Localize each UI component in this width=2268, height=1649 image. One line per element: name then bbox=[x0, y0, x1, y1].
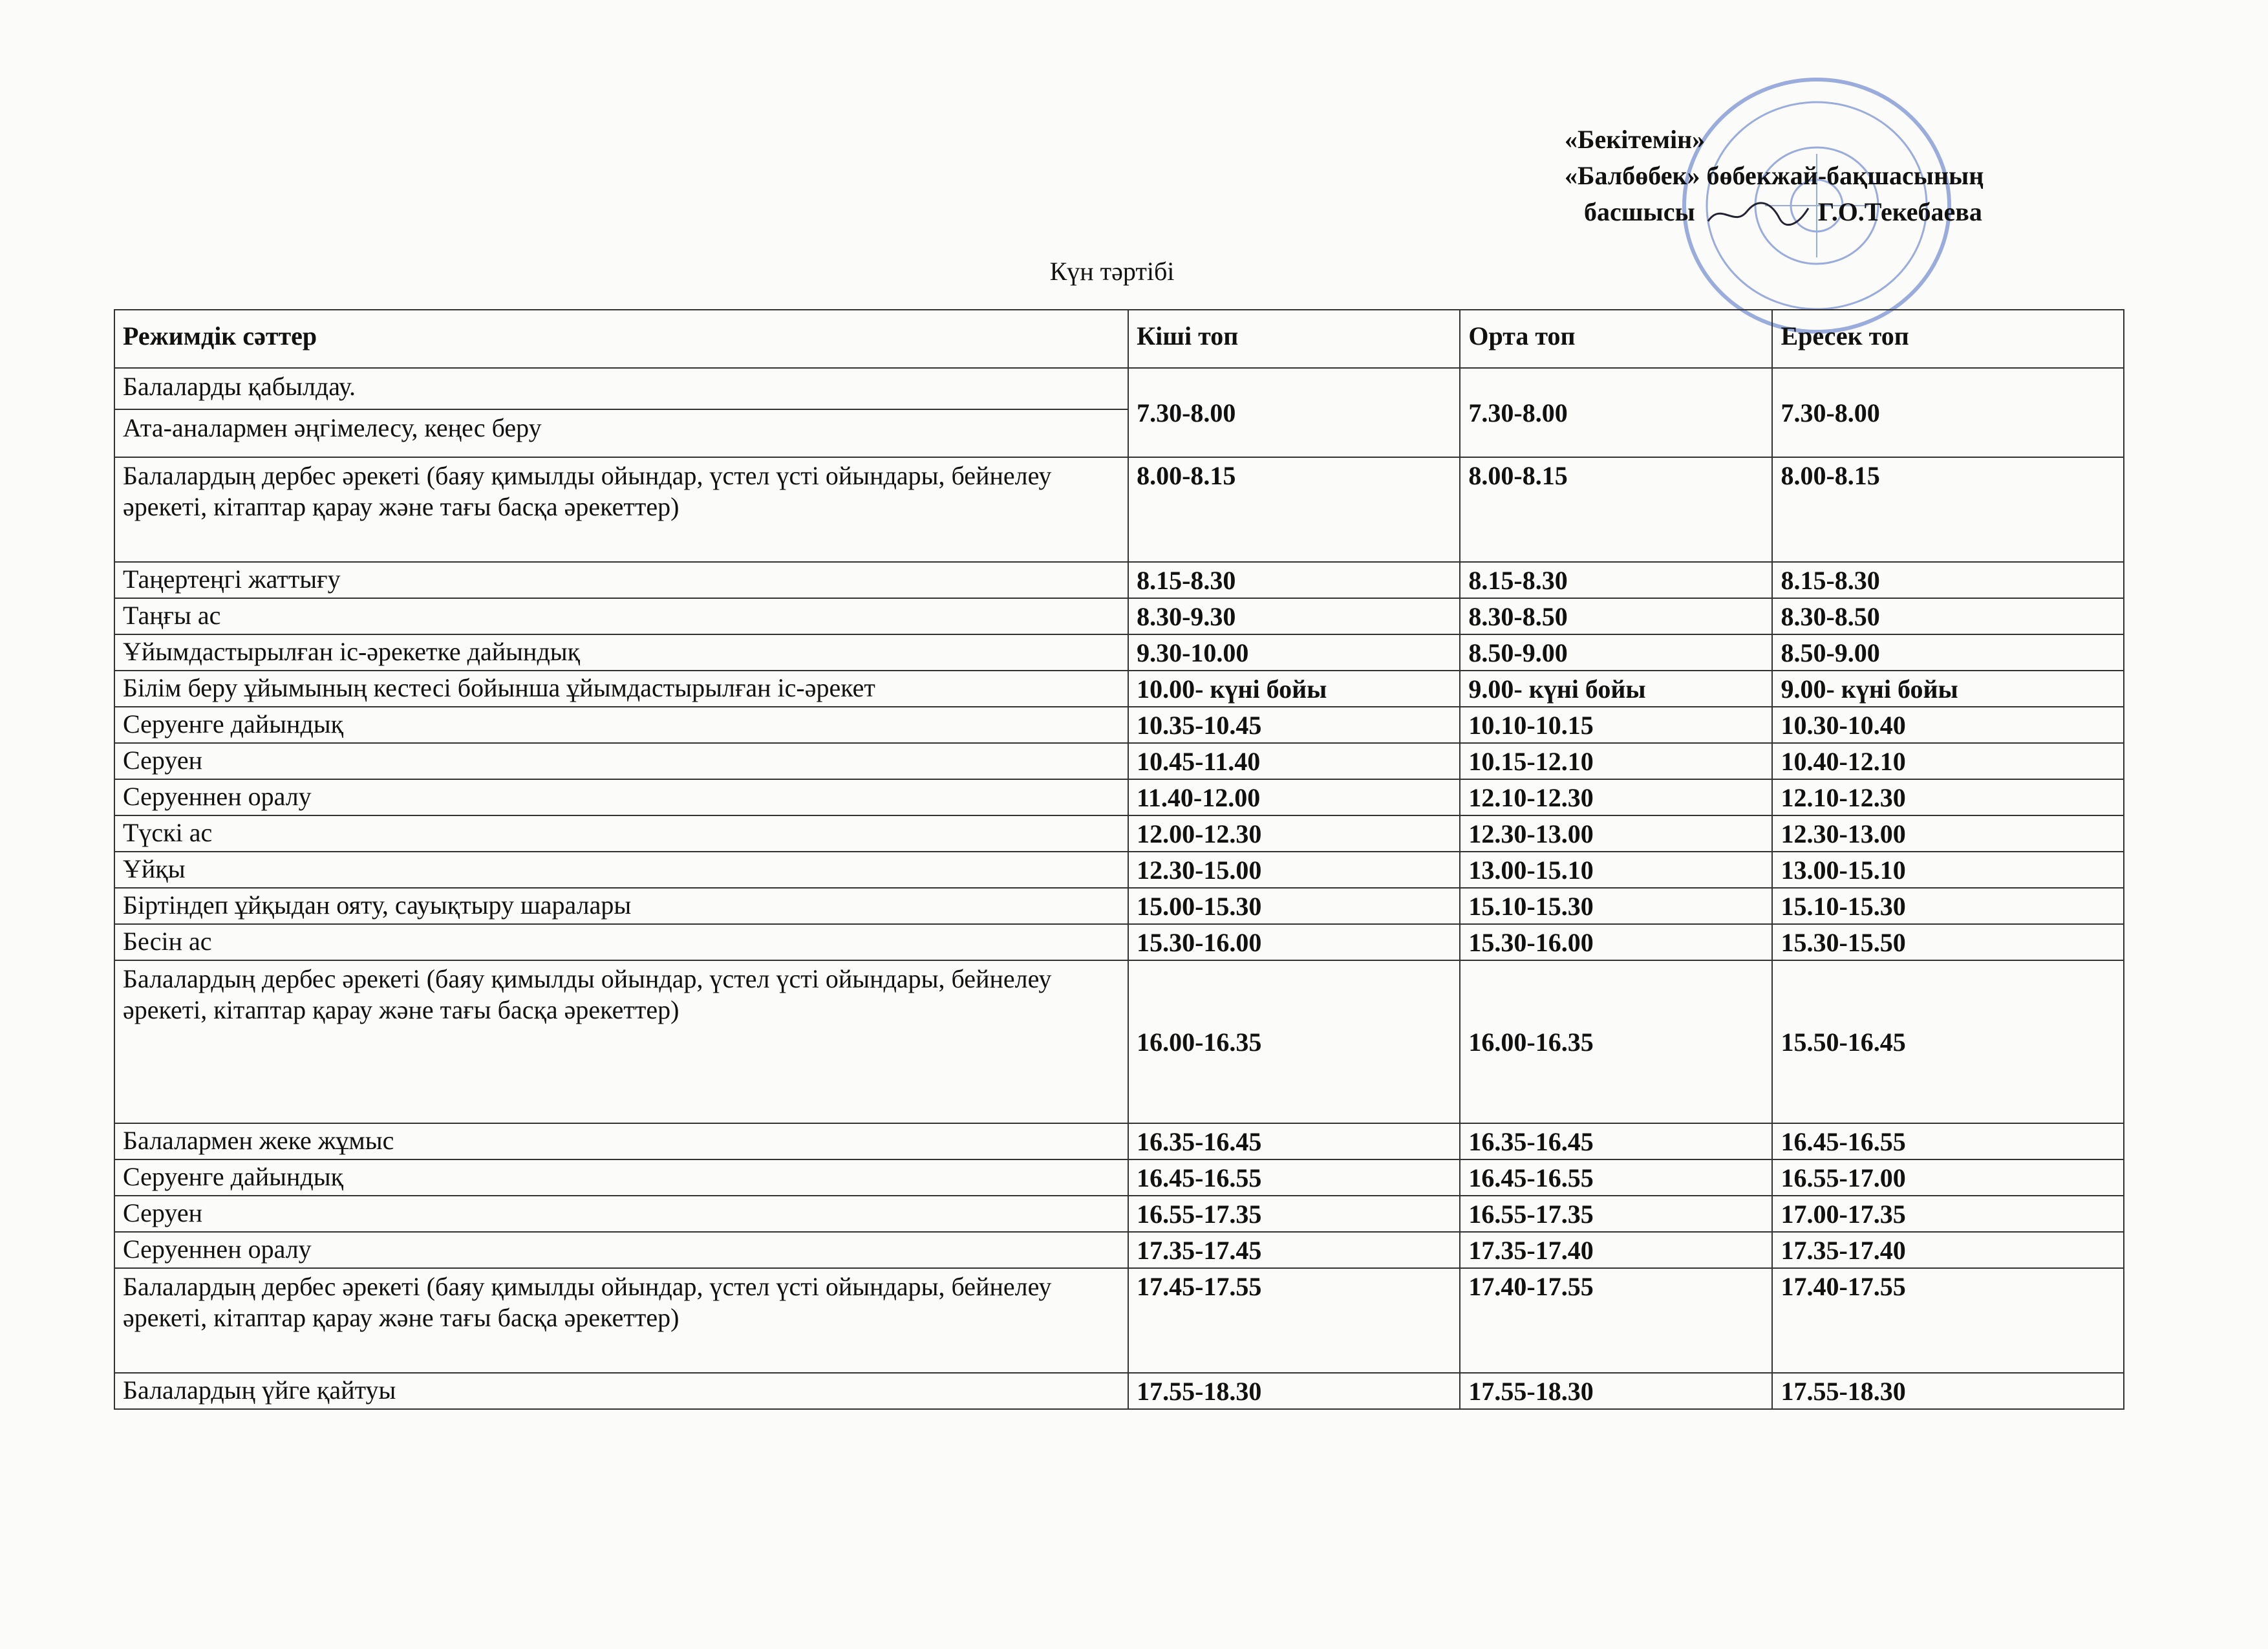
activity-cell: Балалардың үйге қайтуы bbox=[114, 1373, 1128, 1409]
activity-cell: Серуен bbox=[114, 743, 1128, 779]
activity-cell: Серуеннен оралу bbox=[114, 779, 1128, 815]
activity-cell: Балалардың дербес әрекеті (баяу қимылды ойындар, үстел үсті ойындары, бейнелеу әрекеті, кітаптар қарау және тағы басқа әрекеттер) bbox=[114, 960, 1128, 1123]
time-cell-kishi: 15.30-16.00 bbox=[1128, 924, 1460, 960]
table-row bbox=[114, 1373, 2124, 1409]
time-cell-orta: 12.30-13.00 bbox=[1460, 815, 1772, 852]
time-cell-orta: 17.35-17.40 bbox=[1460, 1232, 1772, 1268]
time-cell-orta: 8.30-8.50 bbox=[1460, 598, 1772, 634]
time-cell-kishi: 16.55-17.35 bbox=[1128, 1196, 1460, 1232]
time-cell-eresek: 10.30-10.40 bbox=[1772, 707, 2124, 743]
time-cell-eresek: 9.00- күні бойы bbox=[1772, 671, 2124, 707]
activity-cell: Түскі ас bbox=[114, 815, 1128, 852]
signature bbox=[1702, 199, 1812, 231]
time-cell-kishi: 16.45-16.55 bbox=[1128, 1159, 1460, 1196]
time-cell-orta: 16.35-16.45 bbox=[1460, 1123, 1772, 1159]
table-row bbox=[114, 924, 2124, 960]
time-cell-orta: 16.45-16.55 bbox=[1460, 1159, 1772, 1196]
time-cell-kishi: 10.35-10.45 bbox=[1128, 707, 1460, 743]
table-row bbox=[114, 671, 2124, 707]
time-cell-kishi: 11.40-12.00 bbox=[1128, 779, 1460, 815]
activity-cell: Ұйқы bbox=[114, 852, 1128, 888]
header-eresek-top: Ересек топ bbox=[1772, 310, 2124, 368]
approval-line-1: «Бекітемін» bbox=[1565, 125, 1706, 154]
time-cell-orta: 16.00-16.35 bbox=[1460, 960, 1772, 1123]
header-orta-top: Орта топ bbox=[1460, 310, 1772, 368]
time-cell-kishi: 16.35-16.45 bbox=[1128, 1123, 1460, 1159]
time-cell-orta: 7.30-8.00 bbox=[1460, 368, 1772, 457]
time-cell-orta: 10.10-10.15 bbox=[1460, 707, 1772, 743]
table-row bbox=[114, 1196, 2124, 1232]
table-row bbox=[114, 743, 2124, 779]
time-cell-eresek: 13.00-15.10 bbox=[1772, 852, 2124, 888]
time-cell-kishi: 12.30-15.00 bbox=[1128, 852, 1460, 888]
activity-cell: Ата-аналармен әңгімелесу, кеңес беру bbox=[114, 409, 1128, 457]
time-cell-eresek: 17.00-17.35 bbox=[1772, 1196, 2124, 1232]
table-row bbox=[114, 815, 2124, 852]
approval-position: басшысы bbox=[1584, 197, 1695, 226]
table-row bbox=[114, 1232, 2124, 1268]
activity-cell: Бесін ас bbox=[114, 924, 1128, 960]
activity-cell: Таңертеңгі жаттығу bbox=[114, 562, 1128, 598]
time-cell-eresek: 16.45-16.55 bbox=[1772, 1123, 2124, 1159]
table-row bbox=[114, 368, 2124, 409]
time-cell-orta: 16.55-17.35 bbox=[1460, 1196, 1772, 1232]
time-cell-kishi: 8.15-8.30 bbox=[1128, 562, 1460, 598]
time-cell-eresek: 17.55-18.30 bbox=[1772, 1373, 2124, 1409]
time-cell-kishi: 17.55-18.30 bbox=[1128, 1373, 1460, 1409]
activity-cell: Серуенге дайындық bbox=[114, 1159, 1128, 1196]
activity-cell: Ұйымдастырылған іс-әрекетке дайындық bbox=[114, 634, 1128, 671]
document-title: Күн тәртібі bbox=[1049, 257, 1175, 286]
table-row bbox=[114, 888, 2124, 924]
time-cell-kishi: 15.00-15.30 bbox=[1128, 888, 1460, 924]
table-row bbox=[114, 707, 2124, 743]
time-cell-eresek: 8.15-8.30 bbox=[1772, 562, 2124, 598]
time-cell-eresek: 12.30-13.00 bbox=[1772, 815, 2124, 852]
time-cell-kishi: 17.45-17.55 bbox=[1128, 1268, 1460, 1373]
table-row bbox=[114, 457, 2124, 562]
time-cell-eresek: 15.10-15.30 bbox=[1772, 888, 2124, 924]
activity-cell: Біртіндеп ұйқыдан ояту, сауықтыру шаралары bbox=[114, 888, 1128, 924]
table-row bbox=[114, 960, 2124, 1123]
time-cell-orta: 17.55-18.30 bbox=[1460, 1373, 1772, 1409]
time-cell-orta: 13.00-15.10 bbox=[1460, 852, 1772, 888]
daily-schedule-table bbox=[114, 309, 2124, 1410]
time-cell-orta: 15.10-15.30 bbox=[1460, 888, 1772, 924]
time-cell-orta: 15.30-16.00 bbox=[1460, 924, 1772, 960]
activity-cell: Серуен bbox=[114, 1196, 1128, 1232]
time-cell-orta: 9.00- күні бойы bbox=[1460, 671, 1772, 707]
approval-line-2: «Балбөбек» бөбекжай-бақшасының bbox=[1565, 161, 1984, 190]
table-row bbox=[114, 1123, 2124, 1159]
table-row bbox=[114, 1159, 2124, 1196]
time-cell-eresek: 15.30-15.50 bbox=[1772, 924, 2124, 960]
approval-block bbox=[1565, 122, 2146, 231]
table-row bbox=[114, 1268, 2124, 1373]
activity-cell: Серуенге дайындық bbox=[114, 707, 1128, 743]
table-row bbox=[114, 852, 2124, 888]
time-cell-orta: 8.50-9.00 bbox=[1460, 634, 1772, 671]
time-cell-kishi: 16.00-16.35 bbox=[1128, 960, 1460, 1123]
time-cell-kishi: 9.30-10.00 bbox=[1128, 634, 1460, 671]
activity-cell: Балалардың дербес әрекеті (баяу қимылды ойындар, үстел үсті ойындары, бейнелеу әрекеті, кітаптар қарау және тағы басқа әрекеттер) bbox=[114, 1268, 1128, 1373]
header-activity: Режимдік сәттер bbox=[114, 310, 1128, 368]
table-header-row bbox=[114, 310, 2124, 368]
header-kishi-top: Кіші топ bbox=[1128, 310, 1460, 368]
activity-cell: Балалармен жеке жұмыс bbox=[114, 1123, 1128, 1159]
time-cell-eresek: 8.00-8.15 bbox=[1772, 457, 2124, 562]
time-cell-kishi: 17.35-17.45 bbox=[1128, 1232, 1460, 1268]
table-row bbox=[114, 598, 2124, 634]
time-cell-orta: 17.40-17.55 bbox=[1460, 1268, 1772, 1373]
approval-line-3 bbox=[1584, 194, 2146, 231]
time-cell-kishi: 12.00-12.30 bbox=[1128, 815, 1460, 852]
time-cell-eresek: 8.50-9.00 bbox=[1772, 634, 2124, 671]
approval-name: Г.О.Текебаева bbox=[1817, 197, 1982, 226]
time-cell-eresek: 17.40-17.55 bbox=[1772, 1268, 2124, 1373]
table-row bbox=[114, 562, 2124, 598]
time-cell-eresek: 17.35-17.40 bbox=[1772, 1232, 2124, 1268]
table-row bbox=[114, 779, 2124, 815]
time-cell-kishi: 8.00-8.15 bbox=[1128, 457, 1460, 562]
time-cell-eresek: 15.50-16.45 bbox=[1772, 960, 2124, 1123]
time-cell-eresek: 12.10-12.30 bbox=[1772, 779, 2124, 815]
time-cell-orta: 12.10-12.30 bbox=[1460, 779, 1772, 815]
activity-cell: Балалардың дербес әрекеті (баяу қимылды ойындар, үстел үсті ойындары, бейнелеу әрекеті, кітаптар қарау және тағы басқа әрекеттер) bbox=[114, 457, 1128, 562]
time-cell-kishi: 10.00- күні бойы bbox=[1128, 671, 1460, 707]
activity-cell: Таңғы ас bbox=[114, 598, 1128, 634]
time-cell-kishi: 8.30-9.30 bbox=[1128, 598, 1460, 634]
time-cell-kishi: 10.45-11.40 bbox=[1128, 743, 1460, 779]
time-cell-eresek: 16.55-17.00 bbox=[1772, 1159, 2124, 1196]
activity-cell: Серуеннен оралу bbox=[114, 1232, 1128, 1268]
time-cell-orta: 8.00-8.15 bbox=[1460, 457, 1772, 562]
time-cell-orta: 8.15-8.30 bbox=[1460, 562, 1772, 598]
time-cell-eresek: 8.30-8.50 bbox=[1772, 598, 2124, 634]
time-cell-eresek: 7.30-8.00 bbox=[1772, 368, 2124, 457]
activity-cell: Білім беру ұйымының кестесі бойынша ұйымдастырылған іс-әрекет bbox=[114, 671, 1128, 707]
table-row bbox=[114, 634, 2124, 671]
time-cell-eresek: 10.40-12.10 bbox=[1772, 743, 2124, 779]
activity-cell: Балаларды қабылдау. bbox=[114, 368, 1128, 409]
time-cell-orta: 10.15-12.10 bbox=[1460, 743, 1772, 779]
time-cell-kishi: 7.30-8.00 bbox=[1128, 368, 1460, 457]
